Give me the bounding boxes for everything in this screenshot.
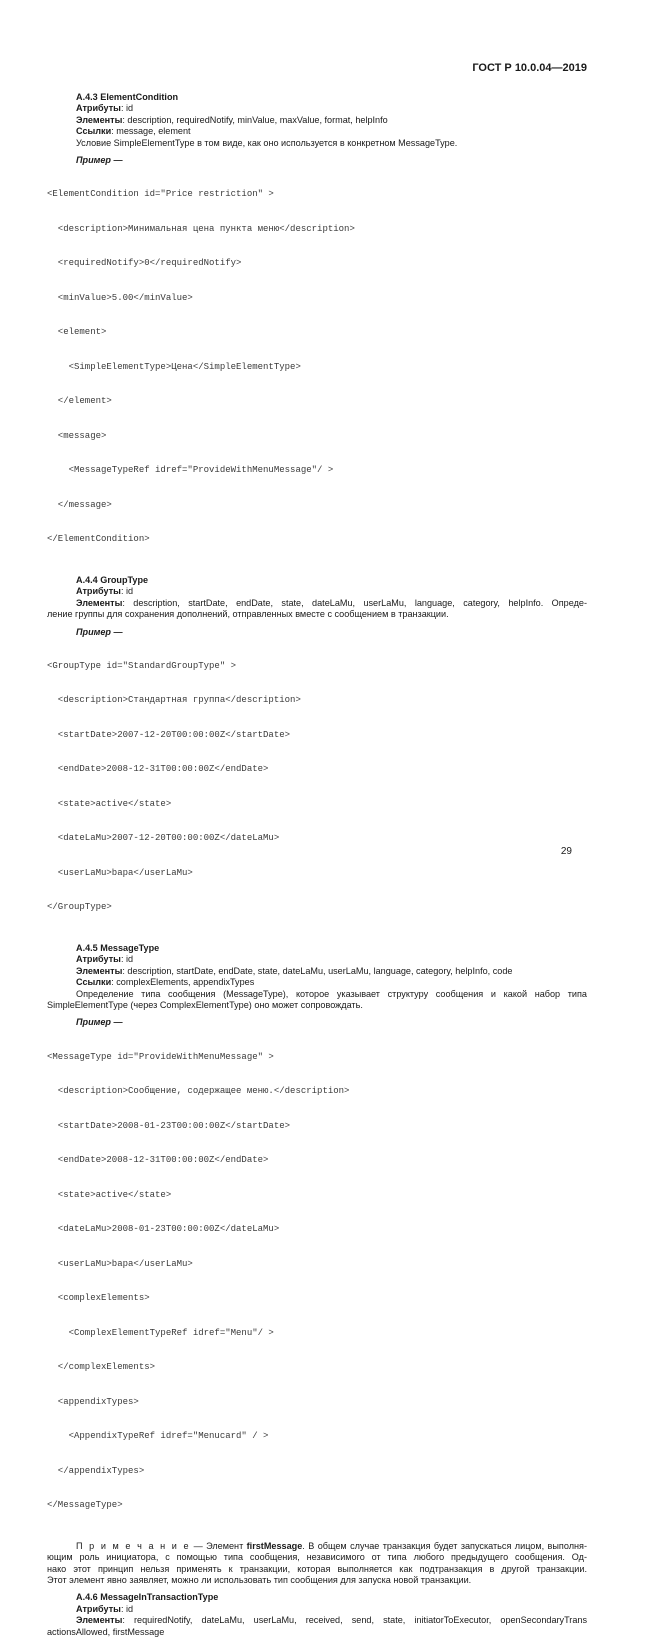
code-line: </appendixTypes> (47, 1465, 145, 1476)
elements-line (47, 966, 587, 977)
attributes-label: Атрибуты (76, 103, 121, 114)
code-block (47, 638, 587, 937)
links-line (47, 126, 587, 137)
code-line: <userLaMu>bapa</userLaMu> (47, 1258, 193, 1269)
example-label: Пример — (76, 155, 123, 166)
example-label: Пример — (76, 1017, 123, 1028)
code-line: <endDate>2008-12-31T00:00:00Z</endDate> (47, 764, 269, 775)
code-line: <appendixTypes> (47, 1396, 139, 1407)
example-label: Пример — (76, 626, 123, 637)
note-block (47, 1541, 587, 1587)
elements-line (47, 598, 587, 609)
code-line: <requiredNotify>0</requiredNotify> (47, 258, 242, 269)
code-line: <state>active</state> (47, 798, 172, 809)
elements-value: : description, startDate, endDate, state, dateLaMu, userLaMu, language, category, helpInfo, code (122, 965, 513, 976)
code-line: <startDate>2008-01-23T00:00:00Z</startDate> (47, 1120, 291, 1131)
section-group-type (47, 575, 587, 937)
code-line: <dateLaMu>2007-12-20T00:00:00Z</dateLaMu> (47, 833, 280, 844)
elements-value: : description, startDate, endDate, state, dateLaMu, userLaMu, language, category, helpInfo. Опреде- (122, 597, 587, 608)
standard-header: ГОСТ Р 10.0.04—2019 (472, 62, 587, 74)
note-line (47, 1541, 587, 1552)
note-text: — Элемент (190, 1540, 247, 1551)
code-line: <state>active</state> (47, 1189, 172, 1200)
attributes-label: Атрибуты (76, 954, 121, 965)
code-line: <AppendixTypeRef idref="Menucard" / > (47, 1431, 269, 1442)
attributes-value: : id (120, 586, 134, 597)
links-label: Ссылки (76, 977, 112, 988)
elements-label: Элементы (76, 114, 123, 125)
code-line: <startDate>2007-12-20T00:00:00Z</startDate> (47, 729, 291, 740)
section-description: Определение типа сообщения (MessageType), которое указывает структуру сообщения и какой набор типа (76, 988, 587, 999)
attributes-line (47, 1604, 587, 1615)
attributes-label: Атрибуты (76, 1603, 121, 1614)
note-line: ющим роль инициатора, с помощью типа сообщения, независимого от типа любого предыдущего сообщения. Од- (47, 1552, 587, 1563)
code-line: </message> (47, 499, 112, 510)
section-element-condition (47, 92, 587, 569)
elements-label: Элементы (76, 965, 123, 976)
code-line: <minValue>5.00</minValue> (47, 292, 193, 303)
note-term: firstMessage (246, 1540, 303, 1551)
section-description-continuation: SimpleElementType (через ComplexElementType) оно может сопровождать. (47, 1000, 363, 1010)
elements-continuation: actionsAllowed, firstMessage (47, 1626, 165, 1637)
elements-value: : requiredNotify, dateLaMu, userLaMu, received, send, state, initiatorToExecutor, openSecondaryTrans (122, 1615, 587, 1626)
section-description: Условие SimpleElementType в том виде, как оно используется в конкретном MessageType. (76, 137, 458, 148)
code-line: <userLaMu>bapa</userLaMu> (47, 867, 193, 878)
attributes-label: Атрибуты (76, 586, 121, 597)
code-line: <MessageType id="ProvideWithMenuMessage" > (47, 1051, 274, 1062)
section-heading: А.4.3 ElementCondition (76, 92, 179, 102)
code-line: </GroupType> (47, 902, 112, 913)
code-line: <message> (47, 430, 107, 441)
attributes-line (47, 103, 587, 114)
code-line: <MessageTypeRef idref="ProvideWithMenuMessage"/ > (47, 465, 334, 476)
note-line: нако этот принцип нельзя применять к транзакции, которая выполняется как подтранзакция в другой транзакции. (47, 1563, 587, 1574)
code-line: <ElementCondition id="Price restriction" > (47, 189, 274, 200)
code-line: <dateLaMu>2008-01-23T00:00:00Z</dateLaMu> (47, 1224, 280, 1235)
links-label: Ссылки (76, 126, 112, 137)
attributes-value: : id (120, 954, 134, 965)
section-message-type (47, 943, 587, 1535)
note-lead: П р и м е ч а н и е (76, 1540, 191, 1551)
code-line: </element> (47, 396, 112, 407)
section-heading: А.4.6 MessageInTransactionType (76, 1592, 219, 1603)
links-line (47, 977, 587, 988)
code-line: <description>Стандартная группа</description> (47, 695, 301, 706)
attributes-line (47, 586, 587, 597)
links-value: : complexElements, appendixTypes (111, 977, 255, 988)
elements-line (47, 115, 587, 126)
code-line: <endDate>2008-12-31T00:00:00Z</endDate> (47, 1155, 269, 1166)
code-block (47, 1029, 587, 1535)
elements-label: Элементы (76, 1615, 123, 1626)
page-number: 29 (560, 846, 572, 857)
code-block (47, 166, 587, 569)
note-line: Этот элемент явно заявляет, можно ли использовать тип сообщения для запуска новой транзакции. (47, 1575, 472, 1586)
attributes-value: : id (120, 1603, 134, 1614)
code-line: <description>Сообщение, содержащее меню.</description> (47, 1086, 350, 1097)
note-text: . В общем случае транзакция будет запускаться лицом, выполня- (302, 1540, 587, 1551)
section-heading: А.4.4 GroupType (76, 574, 149, 585)
links-value: : message, element (111, 126, 191, 137)
elements-value: : description, requiredNotify, minValue, maxValue, format, helpInfo (122, 114, 388, 125)
code-line: <SimpleElementType>Цена</SimpleElementType> (47, 361, 301, 372)
attributes-line (47, 954, 587, 965)
elements-line (47, 1615, 587, 1626)
page-content (47, 92, 587, 1638)
attributes-value: : id (120, 103, 134, 114)
code-line: <GroupType id="StandardGroupType" > (47, 660, 237, 671)
code-line: <description>Минимальная цена пункта меню</description> (47, 223, 355, 234)
code-line: </MessageType> (47, 1500, 123, 1511)
elements-continuation: ление группы для сохранения дополнений, отправленных вместе с сообщением в транзакции. (47, 609, 449, 620)
code-line: <ComplexElementTypeRef idref="Menu"/ > (47, 1327, 274, 1338)
code-line: </complexElements> (47, 1362, 156, 1373)
section-heading: А.4.5 MessageType (76, 942, 160, 953)
section-message-in-transaction-type (47, 1592, 587, 1638)
code-line: <complexElements> (47, 1293, 150, 1304)
code-line: <element> (47, 327, 107, 338)
elements-label: Элементы (76, 597, 123, 608)
code-line: </ElementCondition> (47, 534, 150, 545)
